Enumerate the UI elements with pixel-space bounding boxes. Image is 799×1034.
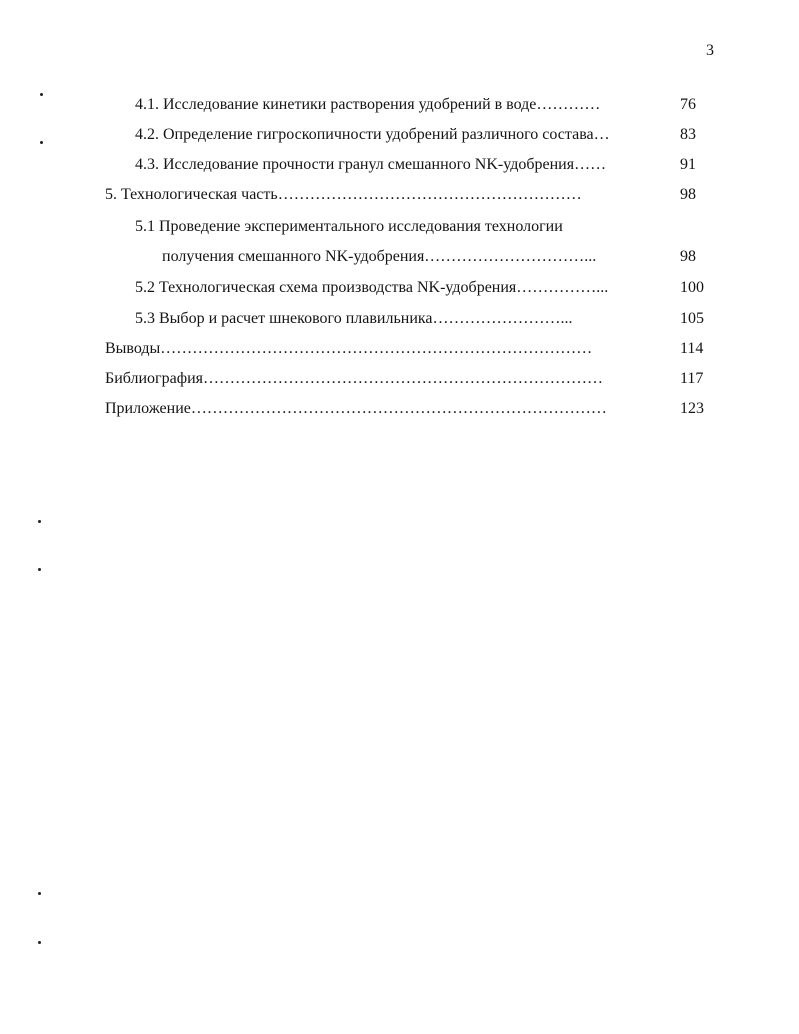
- toc-entry: [0, 334, 799, 364]
- toc-entry-title: 5. Технологическая часть…………………………………………………: [105, 186, 582, 203]
- toc-entry-title: Приложение……………………………………………………………………: [105, 400, 607, 417]
- toc-entry: [0, 120, 799, 150]
- toc-entry-title: получения смешанного NK-удобрения…………………………...: [162, 248, 597, 265]
- toc-entry-title: 4.2. Определение гигроскопичности удобрений различного состава…: [135, 126, 610, 143]
- toc-entry-title: Выводы………………………………………………………………………: [105, 340, 593, 357]
- toc-entry: [0, 180, 799, 210]
- toc-entry-page: 123: [680, 400, 704, 417]
- toc-entry-page: 105: [680, 310, 704, 327]
- page-number: 3: [706, 42, 714, 59]
- toc-entry-title: 4.1. Исследование кинетики растворения удобрений в воде…………: [135, 96, 601, 113]
- toc-entry-title: 5.3 Выбор и расчет шнекового плавильника……………………...: [135, 310, 573, 327]
- scan-dot-mark: [38, 941, 41, 944]
- toc-entry: [0, 304, 799, 334]
- toc-entry-page: 98: [680, 186, 696, 203]
- toc-entry-page: 100: [680, 279, 704, 296]
- toc-entry-page: 117: [680, 370, 704, 387]
- toc-entry-title: Библиография…………………………………………………………………: [105, 370, 603, 387]
- toc-entry-page: 83: [680, 126, 696, 143]
- toc-entry: [0, 242, 799, 272]
- toc-entry-page: 91: [680, 156, 696, 173]
- toc-entry-title: 4.3. Исследование прочности гранул смешанного NK-удобрения……: [135, 156, 607, 173]
- toc-entry: [0, 364, 799, 394]
- toc-entry-title: 5.2 Технологическая схема производства NK-удобрения……………...: [135, 279, 609, 296]
- scan-dot-mark: [38, 520, 41, 523]
- toc-entry-page: 76: [680, 96, 696, 113]
- toc-entry-title: 5.1 Проведение экспериментального исследования технологии: [135, 218, 563, 235]
- scan-dot-mark: [38, 568, 41, 571]
- toc-entry: [0, 150, 799, 180]
- scan-dot-mark: [38, 892, 41, 895]
- toc-entry-page: 114: [680, 340, 704, 357]
- toc-entry-page: 98: [680, 248, 696, 265]
- toc-entry: [0, 273, 799, 303]
- toc-entry: [0, 394, 799, 424]
- toc-entry: [0, 212, 799, 242]
- toc-entry: [0, 90, 799, 120]
